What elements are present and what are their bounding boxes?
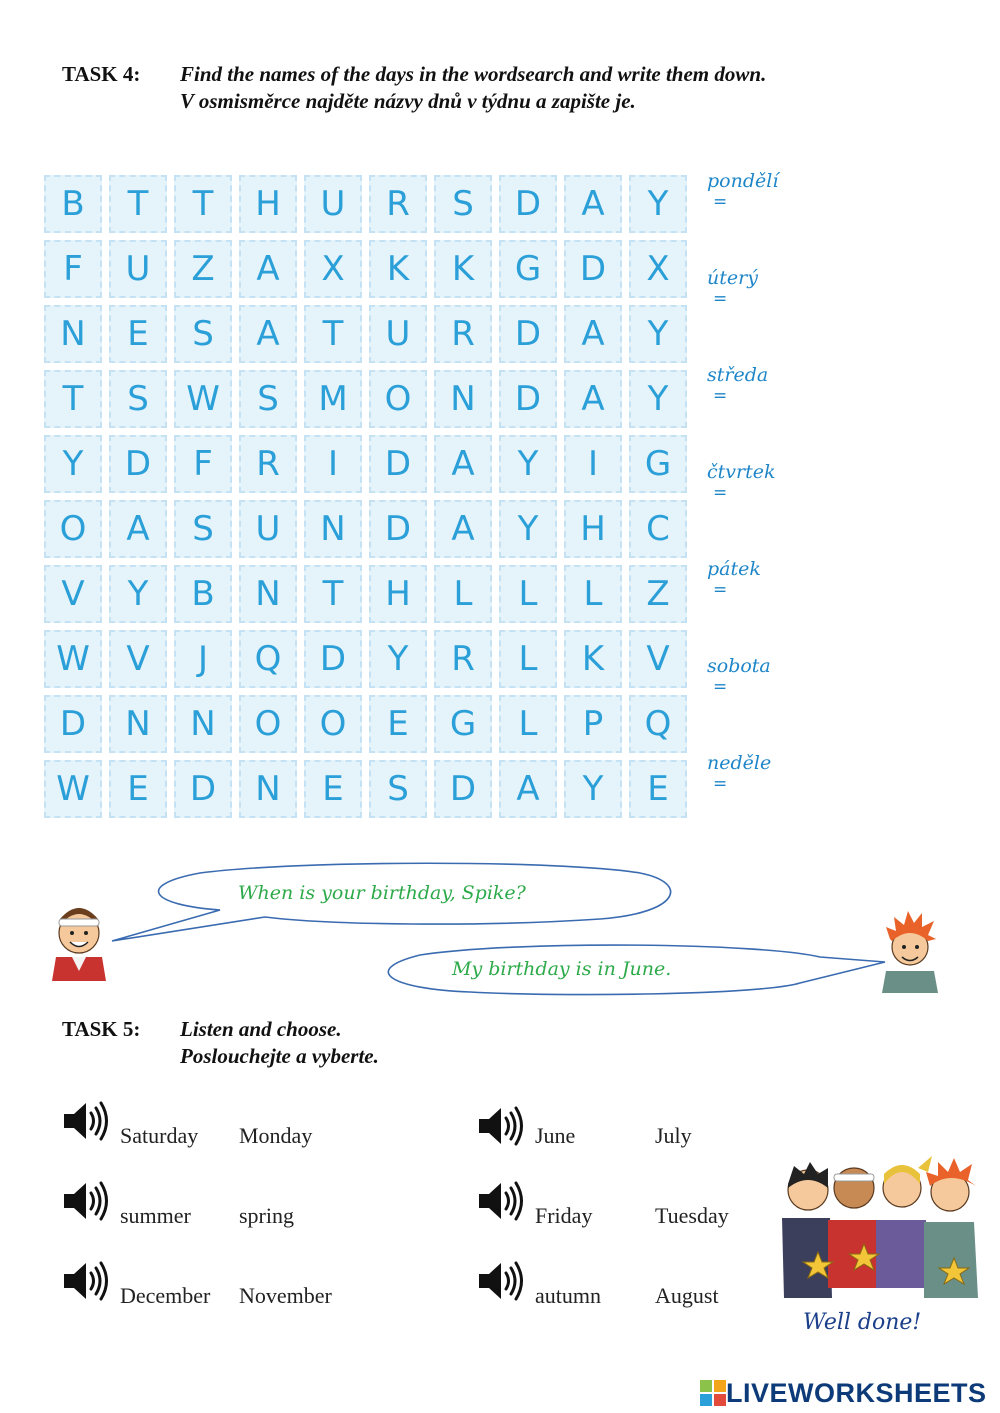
grid-cell[interactable]: N	[44, 305, 102, 363]
grid-cell[interactable]: D	[369, 500, 427, 558]
grid-cell[interactable]: L	[564, 565, 622, 623]
task4-instructions	[180, 61, 766, 115]
grid-cell[interactable]: C	[629, 500, 687, 558]
grid-cell[interactable]: T	[304, 565, 362, 623]
grid-cell[interactable]: A	[434, 500, 492, 558]
grid-cell[interactable]: D	[499, 175, 557, 233]
liveworksheets-logo-icon	[700, 1380, 726, 1406]
grid-cell[interactable]: S	[174, 305, 232, 363]
grid-cell[interactable]: W	[174, 370, 232, 428]
grid-cell[interactable]: L	[499, 565, 557, 623]
grid-cell[interactable]: N	[434, 370, 492, 428]
grid-cell[interactable]: D	[499, 370, 557, 428]
grid-cell[interactable]: A	[499, 760, 557, 818]
choice-option-a[interactable]: summer	[120, 1203, 191, 1228]
grid-cell[interactable]: Y	[629, 305, 687, 363]
grid-cell[interactable]: E	[369, 695, 427, 753]
choice-option-a[interactable]: December	[120, 1283, 211, 1308]
grid-cell[interactable]: D	[564, 240, 622, 298]
grid-cell[interactable]: M	[304, 370, 362, 428]
grid-cell[interactable]: S	[109, 370, 167, 428]
grid-cell[interactable]: T	[304, 305, 362, 363]
well-done-text: Well done!	[803, 1310, 922, 1335]
choice-option-b[interactable]: Monday	[239, 1123, 313, 1148]
speaker-icon[interactable]	[477, 1105, 525, 1147]
day-czech-label: sobota	[707, 655, 771, 677]
grid-cell[interactable]: A	[109, 500, 167, 558]
choice-option-a[interactable]: June	[535, 1123, 576, 1148]
grid-cell[interactable]: D	[174, 760, 232, 818]
grid-cell[interactable]: R	[239, 435, 297, 493]
task5-label: TASK 5:	[62, 1017, 141, 1041]
grid-cell[interactable]: Y	[44, 435, 102, 493]
grid-cell[interactable]: A	[239, 305, 297, 363]
grid-cell[interactable]: H	[239, 175, 297, 233]
grid-cell[interactable]: E	[304, 760, 362, 818]
grid-cell[interactable]: P	[564, 695, 622, 753]
group-of-kids-illustration	[778, 1148, 986, 1298]
choice-option-a[interactable]: Saturday	[120, 1123, 199, 1148]
day-answer-field[interactable]: =	[713, 774, 728, 794]
choice-option-b[interactable]: November	[239, 1283, 332, 1308]
grid-cell[interactable]: F	[174, 435, 232, 493]
grid-cell[interactable]: T	[44, 370, 102, 428]
speaker-icon[interactable]	[62, 1100, 110, 1142]
grid-cell[interactable]: B	[44, 175, 102, 233]
grid-cell[interactable]: V	[109, 630, 167, 688]
grid-cell[interactable]: G	[434, 695, 492, 753]
grid-cell[interactable]: R	[434, 630, 492, 688]
task5-instruction-en: Listen and choose.	[180, 1017, 342, 1041]
grid-cell[interactable]: A	[564, 175, 622, 233]
task4-instruction-en: Find the names of the days in the wordsearch and write them down.	[180, 62, 767, 86]
grid-cell[interactable]: O	[304, 695, 362, 753]
liveworksheets-logo	[700, 1376, 987, 1410]
grid-cell[interactable]: T	[109, 175, 167, 233]
grid-cell[interactable]: L	[499, 695, 557, 753]
choice-option-a[interactable]: Friday	[535, 1203, 593, 1228]
grid-cell[interactable]: U	[239, 500, 297, 558]
grid-cell[interactable]: K	[369, 240, 427, 298]
grid-cell[interactable]: X	[304, 240, 362, 298]
grid-cell[interactable]: Y	[109, 565, 167, 623]
grid-cell[interactable]: E	[109, 305, 167, 363]
grid-cell[interactable]: R	[434, 305, 492, 363]
choice-option-a[interactable]: autumn	[535, 1283, 601, 1308]
grid-cell[interactable]: N	[109, 695, 167, 753]
grid-cell[interactable]: Q	[239, 630, 297, 688]
grid-cell[interactable]: O	[44, 500, 102, 558]
task5-instructions	[180, 1016, 379, 1070]
day-czech-label: čtvrtek	[707, 461, 776, 483]
grid-cell[interactable]: D	[369, 435, 427, 493]
grid-cell[interactable]: Y	[564, 760, 622, 818]
grid-cell[interactable]: D	[434, 760, 492, 818]
grid-cell[interactable]: D	[44, 695, 102, 753]
day-czech-label: pondělí	[707, 170, 779, 192]
day-answer-field[interactable]: =	[713, 386, 728, 406]
day-czech-label: pátek	[707, 558, 761, 580]
grid-cell[interactable]: U	[109, 240, 167, 298]
grid-cell[interactable]: A	[239, 240, 297, 298]
day-answer-item	[707, 461, 827, 521]
grid-cell[interactable]: D	[304, 630, 362, 688]
grid-cell[interactable]: L	[434, 565, 492, 623]
grid-cell[interactable]: A	[564, 370, 622, 428]
grid-cell[interactable]: S	[174, 500, 232, 558]
grid-cell[interactable]: H	[564, 500, 622, 558]
day-answer-field[interactable]: =	[713, 483, 728, 503]
day-answer-item	[707, 752, 827, 812]
grid-cell[interactable]: H	[369, 565, 427, 623]
grid-cell[interactable]: N	[239, 565, 297, 623]
wordsearch-grid	[44, 175, 687, 818]
grid-cell[interactable]: L	[499, 630, 557, 688]
speaker-icon[interactable]	[62, 1260, 110, 1302]
day-answer-item	[707, 170, 827, 230]
grid-cell[interactable]: Y	[629, 175, 687, 233]
grid-cell[interactable]: T	[174, 175, 232, 233]
grid-cell[interactable]: W	[44, 760, 102, 818]
grid-cell[interactable]: V	[629, 630, 687, 688]
task4-instruction-cz: V osmisměrce najděte názvy dnů v týdnu a zapište je.	[180, 89, 636, 113]
grid-cell[interactable]: D	[109, 435, 167, 493]
day-answer-field[interactable]: =	[713, 677, 728, 697]
grid-cell[interactable]: J	[174, 630, 232, 688]
day-czech-label: neděle	[707, 752, 772, 774]
grid-cell[interactable]: K	[564, 630, 622, 688]
grid-cell[interactable]: S	[239, 370, 297, 428]
grid-cell[interactable]: N	[174, 695, 232, 753]
grid-cell[interactable]: S	[369, 760, 427, 818]
question-text: When is your birthday, Spike?	[238, 882, 526, 904]
grid-cell[interactable]: Z	[174, 240, 232, 298]
choice-option-b[interactable]: spring	[239, 1203, 294, 1228]
grid-cell[interactable]: W	[44, 630, 102, 688]
speaker-icon[interactable]	[477, 1180, 525, 1222]
grid-cell[interactable]: E	[109, 760, 167, 818]
answer-text: My birthday is in June.	[452, 958, 672, 980]
grid-cell[interactable]: D	[499, 305, 557, 363]
choice-option-b[interactable]: Tuesday	[655, 1203, 729, 1228]
grid-cell[interactable]: U	[369, 305, 427, 363]
grid-cell[interactable]: I	[304, 435, 362, 493]
day-answer-field[interactable]: =	[713, 580, 728, 600]
boy-headband-illustration	[50, 895, 108, 981]
spike-illustration	[880, 905, 940, 993]
day-czech-label: úterý	[707, 267, 758, 289]
brand-name: LIVEWORKSHEETS	[726, 1377, 987, 1408]
speaker-icon[interactable]	[477, 1260, 525, 1302]
grid-cell[interactable]: Y	[629, 370, 687, 428]
grid-cell[interactable]: A	[564, 305, 622, 363]
day-answer-field[interactable]: =	[713, 192, 728, 212]
grid-cell[interactable]: A	[434, 435, 492, 493]
grid-cell[interactable]: S	[434, 175, 492, 233]
grid-cell[interactable]: I	[564, 435, 622, 493]
day-answer-item	[707, 655, 827, 715]
grid-cell[interactable]: O	[369, 370, 427, 428]
choice-option-b[interactable]: July	[655, 1123, 692, 1148]
grid-cell[interactable]: G	[629, 435, 687, 493]
speech-bubbles	[0, 855, 1000, 1005]
day-answer-item	[707, 364, 827, 424]
grid-cell[interactable]: U	[304, 175, 362, 233]
task4-label: TASK 4:	[62, 62, 141, 86]
task5-instruction-cz: Poslouchejte a vyberte.	[180, 1044, 379, 1068]
day-answer-item	[707, 267, 827, 327]
grid-cell[interactable]: Y	[499, 435, 557, 493]
grid-cell[interactable]: N	[239, 760, 297, 818]
grid-cell[interactable]: N	[304, 500, 362, 558]
grid-cell[interactable]: Y	[499, 500, 557, 558]
day-answer-field[interactable]: =	[713, 289, 728, 309]
grid-cell[interactable]: Y	[369, 630, 427, 688]
grid-cell[interactable]: Z	[629, 565, 687, 623]
grid-cell[interactable]: R	[369, 175, 427, 233]
day-answer-item	[707, 558, 827, 618]
grid-cell[interactable]: V	[44, 565, 102, 623]
grid-cell[interactable]: G	[499, 240, 557, 298]
grid-cell[interactable]: F	[44, 240, 102, 298]
grid-cell[interactable]: K	[434, 240, 492, 298]
grid-cell[interactable]: E	[629, 760, 687, 818]
grid-cell[interactable]: O	[239, 695, 297, 753]
choice-option-b[interactable]: August	[655, 1283, 719, 1308]
grid-cell[interactable]: B	[174, 565, 232, 623]
grid-cell[interactable]: X	[629, 240, 687, 298]
day-czech-label: středa	[707, 364, 769, 386]
speaker-icon[interactable]	[62, 1180, 110, 1222]
grid-cell[interactable]: Q	[629, 695, 687, 753]
